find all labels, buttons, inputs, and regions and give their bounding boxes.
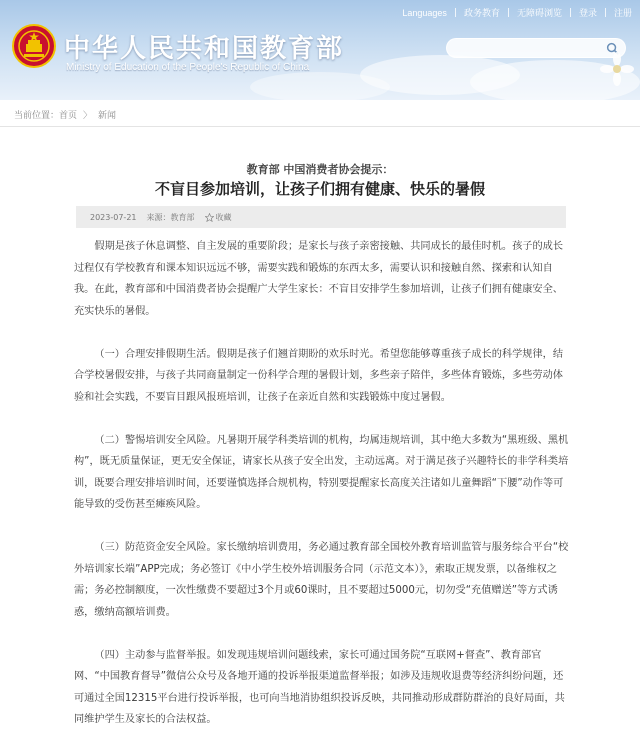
- article-date: 2023-07-21: [90, 212, 137, 222]
- search-input[interactable]: [447, 43, 597, 61]
- breadcrumb-home[interactable]: 首页: [59, 111, 78, 121]
- favorite-button[interactable]: [205, 212, 232, 223]
- article-meta-bar: [76, 206, 566, 228]
- favorite-label: 收藏: [215, 212, 232, 222]
- star-icon: [205, 213, 214, 222]
- article-paragraph: （二）警惕培训安全风险。凡暑期开展学科类培训的机构，均属违规培训，其中绝大多数为“黑班级、黑机构”，既无质量保证，更无安全保证，请家长从孩子安全出发，主动远离。对于满足孩子兴趣特长的非学科类培训，既要合理安排培训时间，还要谨慎选择合规机构，特别要提醒家长高度关注诸如儿童舞蹈“下腰”动作等可能导致的受伤甚至瘫痪风险。: [74, 434, 569, 510]
- divider: [508, 8, 509, 17]
- breadcrumb-separator: 〉: [83, 111, 93, 121]
- search-box: [446, 38, 626, 58]
- flower-icon: [600, 52, 634, 86]
- national-emblem-icon[interactable]: [12, 24, 56, 68]
- breadcrumb-prefix: 当前位置：: [14, 111, 60, 121]
- site-header: [0, 0, 640, 100]
- article-paragraph: （三）防范资金安全风险。家长缴纳培训费用，务必通过教育部全国校外教育培训监管与服务综合平台“校外培训家长端”APP完成；务必签订《中小学生校外培训服务合同（示范文本）》，索取正规发票，以备维权之需；务必控制额度，一次性缴费不要超过3个月或60课时，且不要超过5000元，切勿受“充值赠送”等方式诱惑，缴纳高额培训费。: [74, 542, 569, 618]
- article-body: [74, 236, 570, 731]
- site-subtitle: Ministry of Education of the People's Republic of China: [66, 62, 310, 73]
- site-title[interactable]: 中华人民共和国教育部: [64, 34, 345, 64]
- top-link-languages[interactable]: Languages: [402, 7, 447, 18]
- article-paragraph: 假期是孩子休息调整、自主发展的重要阶段；是家长与孩子亲密接触、共同成长的最佳时机。孩子的成长过程仅有学校教育和课本知识远远不够，需要实践和锻炼的东西太多，需要认识和接触自然、探索和认知自我。在此，教育部和中国消费者协会提醒广大学生家长：不盲目安排学生参加培训，让孩子们拥有健康安全、充实快乐的暑假。: [74, 241, 564, 317]
- article-title: 不盲目参加培训，让孩子们拥有健康、快乐的暑假: [154, 180, 485, 198]
- article-paragraph: （四）主动参与监督举报。如发现违规培训问题线索，家长可通过国务院“互联网+督查”、教育部官网、“中国教育督导”微信公众号及各地开通的投诉举报渠道监督举报；如涉及违规收退费等经济纠纷问题，还可通过全国12315平台进行投诉举报，也可向当地消协组织投诉反映，共同推动形成群防群治的良好局面，共同维护学生及家长的合法权益。: [74, 649, 565, 725]
- divider: [570, 8, 571, 17]
- cloud-decoration: [250, 72, 390, 100]
- article-kicker: 教育部 中国消费者协会提示：: [246, 163, 394, 176]
- top-link-login[interactable]: 登录: [578, 8, 597, 18]
- breadcrumb-news[interactable]: 新闻: [98, 111, 117, 121]
- top-link-register[interactable]: 注册: [613, 8, 632, 18]
- article-paragraph: （一）合理安排假期生活。假期是孩子们翘首期盼的欢乐时光。希望您能够尊重孩子成长的科学规律，结合学校暑假安排，与孩子共同商量制定一份科学合理的暑假计划，多些亲子陪伴，多些体育锻炼，多些劳动体验和社会实践，不要盲目跟风报班培训，让孩子在亲近自然和实践锻炼中度过暑假。: [74, 348, 564, 403]
- article-source: 来源：教育部: [146, 212, 195, 222]
- top-link-accessibility[interactable]: 无障碍浏览: [516, 8, 562, 18]
- divider: [455, 8, 456, 17]
- divider: [0, 126, 640, 127]
- divider: [605, 8, 606, 17]
- top-link-government-affairs[interactable]: 政务教育: [463, 8, 500, 18]
- breadcrumb: [14, 108, 116, 121]
- top-links: [402, 6, 632, 19]
